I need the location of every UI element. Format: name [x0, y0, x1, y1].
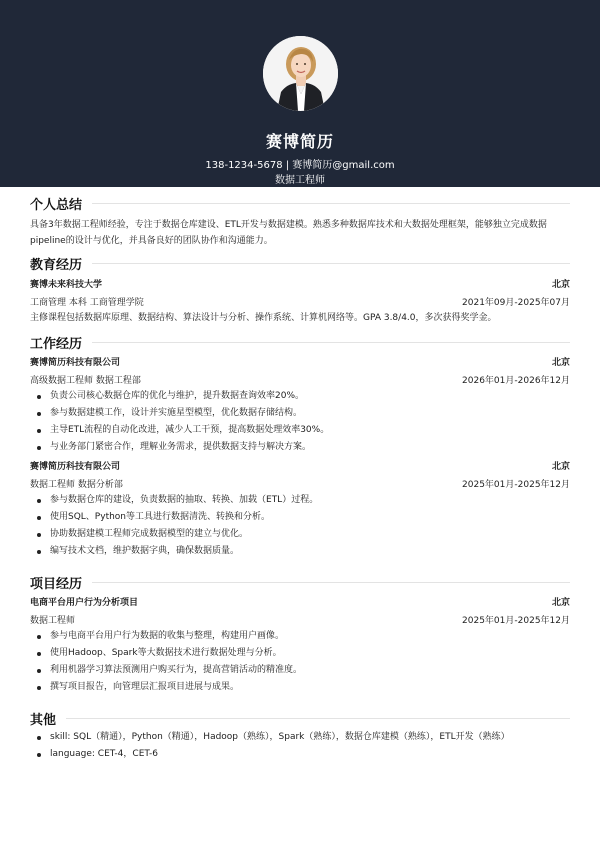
education-dates: 2021年09月-2025年07月: [462, 297, 570, 308]
education-degree-row: [30, 292, 570, 310]
job-dates: 2026年01月-2026年12月: [462, 375, 570, 386]
education-desc: 主修课程包括数据库原理、数据结构、算法设计与分析、操作系统、计算机网络等。GPA 3.8/4.0，多次获得奖学金。: [30, 313, 497, 323]
job-dates: 2025年01月-2025年12月: [462, 479, 570, 490]
list-item: 撰写项目报告，向管理层汇报项目进展与成果。: [30, 679, 570, 696]
avatar: [263, 36, 338, 111]
section-title-text: 其他: [30, 712, 57, 728]
section-title: [30, 573, 570, 591]
list-item: 协助数据建模工程师完成数据模型的建立与优化。: [30, 526, 570, 543]
section-title-text: 工作经历: [30, 336, 83, 352]
job-position: 数据工程师 数据分析部: [30, 479, 123, 490]
list-item: 参与电商平台用户行为数据的收集与整理，构建用户画像。: [30, 628, 570, 645]
project-name: 电商平台用户行为分析项目: [30, 597, 139, 608]
project-section: [30, 573, 570, 696]
resume-header: [0, 0, 600, 187]
project-role-row: [30, 610, 570, 628]
section-divider: [92, 342, 570, 343]
education-section: [30, 254, 570, 326]
job-entry: [30, 352, 570, 456]
list-item: 参与数据仓库的建设，负责数据的抽取、转换、加载（ETL）过程。: [30, 492, 570, 509]
job-position-row: [30, 370, 570, 388]
list-item: 负责公司核心数据仓库的优化与维护，提升数据查询效率20%。: [30, 388, 570, 405]
job-position: 高级数据工程师 数据工程部: [30, 375, 141, 386]
job-entry: [30, 456, 570, 560]
section-divider: [92, 203, 570, 204]
contact-info: 138-1234-5678 | 赛博简历@gmail.com: [205, 160, 395, 171]
degree: 工商管理 本科 工商管理学院: [30, 297, 144, 308]
education-header-row: [30, 274, 570, 292]
project-header-row: [30, 592, 570, 610]
project-location: 北京: [551, 597, 570, 608]
list-item: 利用机器学习算法预测用户购买行为，提高营销活动的精准度。: [30, 662, 570, 679]
section-title: [30, 709, 570, 727]
project-dates: 2025年01月-2025年12月: [462, 615, 570, 626]
list-item: skill: SQL（精通），Python（精通），Hadoop（熟练），Spark（熟练），数据仓库建模（熟练），ETL开发（熟练）: [30, 729, 570, 746]
work-section: [30, 333, 570, 560]
section-divider: [92, 582, 570, 583]
job-location: 北京: [551, 357, 570, 368]
list-item: 使用Hadoop、Spark等大数据技术进行数据处理与分析。: [30, 645, 570, 662]
section-title: [30, 194, 570, 212]
section-title-text: 个人总结: [30, 197, 83, 213]
project-bullets: [30, 628, 570, 696]
section-divider: [92, 263, 570, 264]
school-name: 赛博未来科技大学: [30, 279, 103, 290]
section-divider: [66, 718, 570, 719]
summary-section: [30, 194, 570, 249]
company-name: 赛博简历科技有限公司: [30, 461, 121, 472]
list-item: 主导ETL流程的自动化改进，减少人工干预，提高数据处理效率30%。: [30, 422, 570, 439]
other-bullets: [30, 729, 570, 763]
job-bullets: [30, 388, 570, 456]
job-header-row: [30, 352, 570, 370]
job-position-row: [30, 474, 570, 492]
job-header-row: [30, 456, 570, 474]
job-location: 北京: [551, 461, 570, 472]
section-title-text: 项目经历: [30, 576, 83, 592]
job-role: 数据工程师: [275, 175, 325, 186]
school-location: 北京: [551, 279, 570, 290]
other-section: [30, 709, 570, 763]
section-title-text: 教育经历: [30, 257, 83, 273]
list-item: 与业务部门紧密合作，理解业务需求，提供数据支持与解决方案。: [30, 439, 570, 456]
summary-text: 具备3年数据工程师经验，专注于数据仓库建设、ETL开发与数据建模。熟悉多种数据库技术和大数据处理框架，能够独立完成数据pipeline的设计与优化，并具备良好的团队协作和沟通能力。: [30, 220, 547, 246]
list-item: 使用SQL、Python等工具进行数据清洗、转换和分析。: [30, 509, 570, 526]
company-name: 赛博简历科技有限公司: [30, 357, 121, 368]
list-item: 编写技术文档，维护数据字典，确保数据质量。: [30, 543, 570, 560]
list-item: 参与数据建模工作，设计并实施星型模型，优化数据存储结构。: [30, 405, 570, 422]
list-item: language: CET-4，CET-6: [30, 746, 570, 763]
resume-name: 赛博简历: [265, 132, 334, 151]
section-title: [30, 333, 570, 351]
section-title: [30, 254, 570, 272]
project-role: 数据工程师: [30, 615, 76, 626]
profile-photo-icon: [263, 36, 338, 111]
job-bullets: [30, 492, 570, 560]
